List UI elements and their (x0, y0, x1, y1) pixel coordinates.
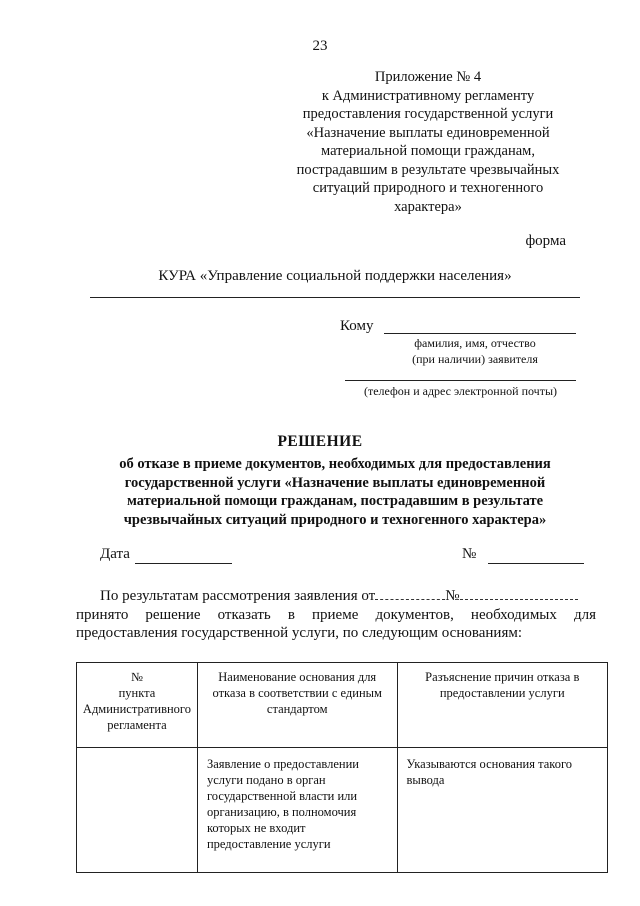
paragraph-line-1 (76, 586, 596, 606)
cell-text: государственной власти или (206, 789, 358, 803)
header-text: Наименование основания для (218, 670, 377, 684)
cell-text: Заявление о предоставлении (206, 757, 359, 771)
cell-text: организацию, в полномочия (206, 805, 357, 819)
recipient-name-field[interactable] (384, 333, 576, 334)
header-text: № (131, 670, 143, 684)
appendix-line: к Административному регламенту (321, 87, 535, 104)
form-label: форма (525, 233, 566, 249)
decision-subtitle (90, 455, 580, 529)
appendix-header (280, 68, 576, 216)
appendix-line: пострадавшим в результате чрезвычайных (296, 161, 560, 178)
paragraph-line-2: принято решение отказать в приеме документов, необходимых для (76, 606, 596, 623)
decision-title: РЕШЕНИЕ (277, 433, 363, 450)
paragraph-text: По результатам рассмотрения заявления от (100, 588, 376, 604)
header-text: отказа в соответствии с единым (212, 686, 382, 700)
header-text: Административного (82, 702, 191, 716)
appendix-line: материальной помощи гражданам, (321, 143, 535, 159)
header-text: Разъяснение причин отказа в (425, 670, 580, 684)
table-header-cell (397, 663, 607, 748)
table-cell-explanation (397, 748, 607, 873)
table-header-row (77, 663, 608, 748)
decision-subtitle-line: чрезвычайных ситуаций природного и техногенного характера» (123, 511, 547, 528)
paragraph-number-label: № (445, 588, 460, 604)
recipient-contacts-field[interactable] (345, 380, 576, 381)
appendix-line: Приложение № 4 (374, 69, 482, 85)
organization-underline (90, 297, 580, 298)
application-date-field[interactable] (375, 586, 445, 600)
number-field[interactable] (488, 563, 584, 564)
cell-text: которых не входит (206, 821, 306, 835)
appendix-line: характера» (394, 198, 462, 215)
decision-subtitle-line: государственной услуги «Назначение выплаты единовременной (124, 474, 546, 491)
application-number-field[interactable] (460, 586, 578, 600)
header-text: пункта (118, 686, 156, 700)
page-number: 23 (312, 38, 328, 54)
paragraph-line-3: предоставления государственной услуги, по следующим основаниям: (76, 625, 523, 641)
appendix-line: предоставления государственной услуги (302, 106, 554, 122)
cell-text: вывода (406, 773, 445, 787)
cell-text: услуги подано в орган (206, 773, 326, 787)
decision-subtitle-line: материальной помощи гражданам, пострадавшим в результате (126, 493, 544, 509)
table-cell-item-number[interactable] (77, 748, 198, 873)
table-header-cell (77, 663, 198, 748)
table-header-cell (197, 663, 397, 748)
cell-text: предоставление услуги (206, 837, 331, 851)
number-label: № (462, 546, 477, 562)
decision-paragraph (76, 586, 596, 643)
date-field[interactable] (135, 563, 232, 564)
recipient-contacts-caption: (телефон и адрес электронной почты) (363, 384, 558, 398)
header-text: регламента (107, 718, 167, 732)
appendix-line: ситуаций природного и техногенного (312, 180, 544, 196)
table-row (77, 748, 608, 873)
recipient-fio-caption: фамилия, имя, отчество (414, 336, 536, 350)
organization-name: КУРА «Управление социальной поддержки населения» (158, 268, 512, 284)
recipient-label: Кому (340, 318, 374, 334)
recipient-fio-caption-2: (при наличии) заявителя (412, 352, 538, 366)
appendix-line: «Назначение выплаты единовременной (306, 124, 550, 141)
table-cell-ground (197, 748, 397, 873)
cell-text: Указываются основания такого (406, 757, 573, 771)
decision-subtitle-line: об отказе в приеме документов, необходимых для предоставления (119, 456, 551, 472)
header-text: предоставлении услуги (439, 686, 565, 700)
grounds-table (76, 662, 608, 873)
header-text: стандартом (266, 702, 328, 716)
date-label: Дата (100, 546, 130, 562)
